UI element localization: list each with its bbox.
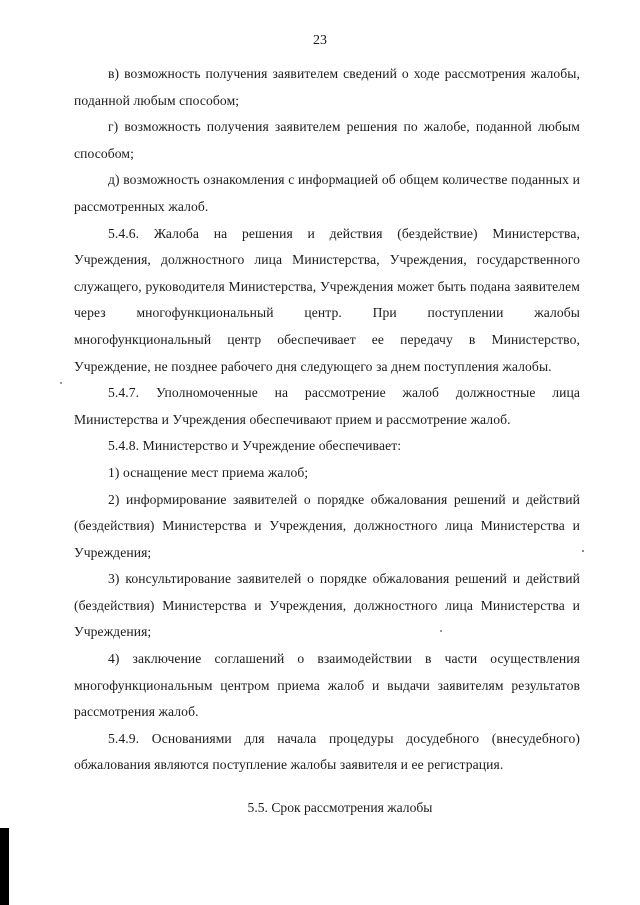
- paragraph-5-4-8: 5.4.8. Министерство и Учреждение обеспечивает:: [108, 438, 402, 454]
- scan-speck: [440, 630, 442, 632]
- scan-edge-shadow: [0, 828, 9, 905]
- paragraph-item-d: д) возможность ознакомления с информацией об общем количестве поданных и рассмотренных жалоб.: [74, 172, 580, 214]
- paragraph-list-item-4: 4) заключение соглашений о взаимодействии в части осуществления многофункциональным центром приема жалоб и выдачи заявителям результатов рассмотрения жалоб.: [74, 651, 580, 720]
- paragraph-5-4-7: 5.4.7. Уполномоченные на рассмотрение жалоб должностные лица Министерства и Учреждения обеспечивают прием и рассмотрение жалоб.: [74, 385, 580, 427]
- scan-speck: [582, 550, 584, 552]
- section-heading: 5.5. Срок рассмотрения жалобы: [247, 800, 433, 816]
- paragraph-item-v: в) возможность получения заявителем сведений о ходе рассмотрения жалобы, поданной любым способом;: [74, 66, 580, 108]
- paragraph-list-item-3: 3) консультирование заявителей о порядке обжалования решений и действий (бездействия) Министерства и Учреждения, должностного лица Министерства и Учреждения;: [74, 571, 580, 640]
- paragraph-5-4-9: 5.4.9. Основаниями для начала процедуры досудебного (внесудебного) обжалования являются поступление жалобы заявителя и ее регистрация.: [74, 730, 580, 773]
- document-body: [74, 61, 580, 821]
- scan-speck: [60, 382, 62, 384]
- paragraph-list-item-1: 1) оснащение мест приема жалоб;: [108, 464, 309, 480]
- paragraph-5-4-6: 5.4.6. Жалоба на решения и действия (бездействие) Министерства, Учреждения, должностного лица Министерства, Учреждения, государственного служащего, руководителя Министерства, Учреждения может быть подана заявителем через многофункциональный центр. При поступлении жалобы многофункциональный центр обеспечивает ее передачу в Министерство, Учреждение, не позднее рабочего дня следующего за днем поступления жалобы.: [74, 225, 580, 374]
- paragraph-list-item-2: 2) информирование заявителей о порядке обжалования решений и действий (бездействия) Министерства и Учреждения, должностного лица Министерства и Учреждения;: [74, 491, 580, 560]
- paragraph-item-g: г) возможность получения заявителем решения по жалобе, поданной любым способом;: [74, 119, 580, 161]
- page-number: 23: [313, 33, 327, 48]
